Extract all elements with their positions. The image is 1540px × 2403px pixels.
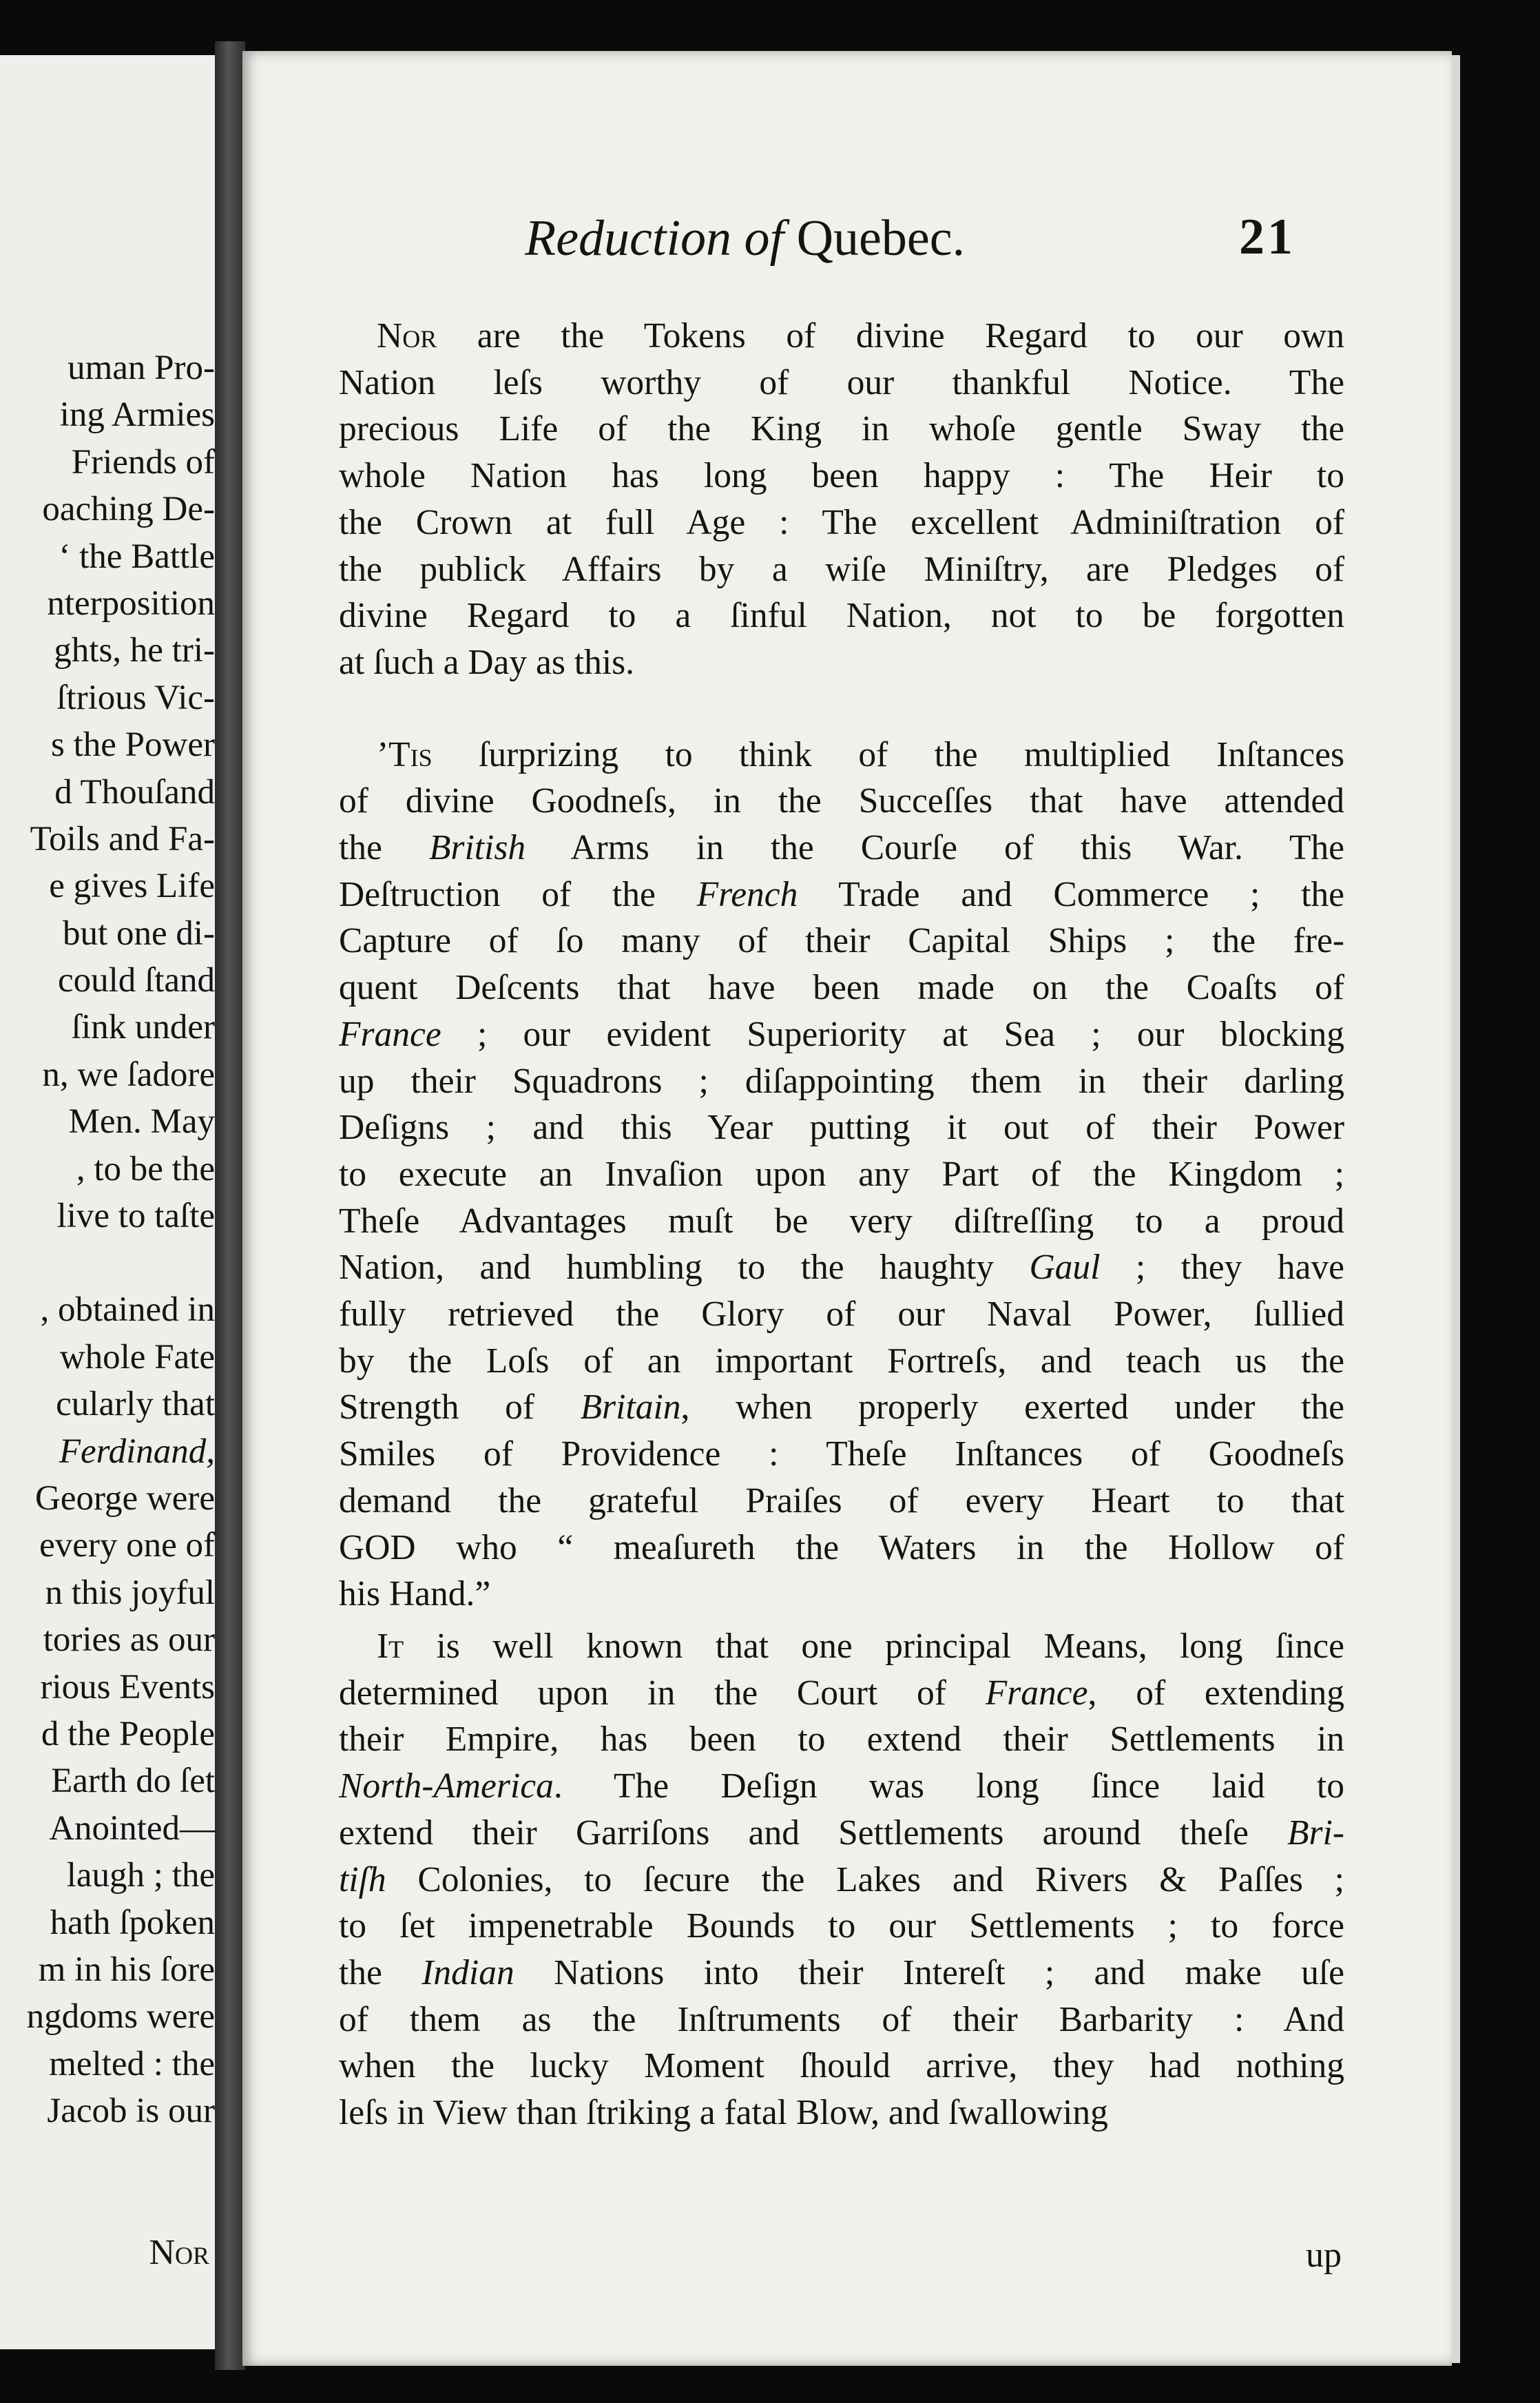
left-line: live to taſte [56,1197,215,1236]
text-line: whole Nation has long been happy : The Heir to [339,456,1344,496]
left-facing-page [0,55,219,2349]
left-line: Ferdinand, [59,1432,215,1471]
text-line: North-America. The Deſign was long ſince laid to [339,1766,1344,1806]
text-line: demand the grateful Praiſes of every Heart to that [339,1481,1344,1520]
left-line: oaching De- [42,490,215,529]
left-page-text [0,344,215,2134]
left-line: Toils and Fa- [30,819,215,858]
left-line: every one of [39,1526,215,1565]
text-line: tiſh Colonies, to ſecure the Lakes and Rivers & Paſſes ; [339,1859,1344,1899]
running-head [525,209,965,268]
left-line: ing Armies [59,395,215,435]
left-line: s the Power [51,725,215,765]
text-line: of them as the Inſtruments of their Barbarity : And [339,1999,1344,2039]
text-line: to execute an Invaſion upon any Part of the Kingdom ; [339,1154,1344,1194]
book-gutter [215,41,245,2370]
left-line: laugh ; the [66,1856,215,1895]
left-catchword: Nor [149,2233,209,2272]
left-line: could ſtand [57,961,215,1000]
paragraph-lead-word: ’Tis [377,734,433,774]
left-line: n this joyful [45,1573,215,1612]
left-line: ‘ the Battle [59,537,215,576]
left-line: rious Events [40,1667,215,1706]
left-line: Earth do ſet [51,1762,215,1801]
text-line: Nation, and humbling to the haughty Gaul ; they have [339,1248,1344,1288]
paragraph [339,313,1344,686]
text-line: Capture of ſo many of their Capital Ships ; the fre- [339,921,1344,961]
text-line: fully retrieved the Glory of our Naval Power, ſullied [339,1295,1344,1334]
left-line: ſink under [71,1008,215,1047]
text-line: of divine Goodneſs, in the Succeſſes that have attended [339,781,1344,821]
text-line: Theſe Advantages muſt be very diſtreſſing to a proud [339,1201,1344,1241]
text-line: Nor are the Tokens of divine Regard to our own [377,316,1344,355]
text-line: his Hand.” [339,1574,491,1614]
left-line: e gives Life [49,867,215,906]
text-line: to ſet impenetrable Bounds to our Settlements ; to force [339,1906,1344,1946]
left-line: ghts, he tri- [54,631,215,670]
left-line: hath ſpoken [50,1903,215,1942]
text-line: ’Tis ſurprizing to think of the multiplied Inſtances [377,734,1344,774]
paragraph [339,732,1344,1618]
text-line: precious Life of the King in whoſe gentle Sway the [339,409,1344,449]
left-line: m in his ſore [38,1950,215,1989]
left-line [0,1239,215,1286]
left-line: whole Fate [59,1337,215,1376]
text-line: the British Arms in the Courſe of this War. The [339,828,1345,868]
left-line: d Thouſand [54,772,215,812]
text-line: extend their Garriſons and Settlements around theſe Bri- [339,1813,1344,1853]
left-line: Friends of [71,442,215,482]
main-page [242,51,1452,2366]
text-line: divine Regard to a ſinful Nation, not to be forgotten [339,596,1344,636]
text-line: when the lucky Moment ſhould arrive, they had nothing [339,2046,1344,2086]
left-line: but one di- [63,914,215,953]
left-line: tories as our [43,1620,215,1660]
left-line: Anointed— [49,1808,215,1848]
paragraph [339,1623,1344,2136]
left-line: ngdoms were [26,1997,215,2036]
text-line: leſs in View than ſtriking a fatal Blow, and ſwallowing [339,2093,1108,2133]
text-line: France ; our evident Superiority at Sea ; our blocking [339,1014,1344,1054]
body-text [339,313,1344,2136]
left-line: cularly that [56,1385,215,1424]
left-line: ſtrious Vic- [56,678,215,717]
text-line: determined upon in the Court of France, of extending [339,1673,1345,1713]
text-line: by the Loſs of an important Fortreſs, and teach us the [339,1341,1344,1381]
running-head-upright: Quebec. [796,210,966,267]
text-line: quent Deſcents that have been made on the Coaſts of [339,968,1344,1008]
left-line: uman Pro- [67,349,215,387]
text-line: their Empire, has been to extend their Settlements in [339,1720,1344,1760]
left-line: n, we ſadore [42,1055,215,1094]
left-line: Jacob is our [47,2092,215,2131]
left-line: nterposition [47,584,215,623]
text-line: GOD who “ meaſureth the Waters in the Hollow of [339,1527,1344,1567]
running-head-italic: Reduction of [525,210,784,267]
text-line: the Crown at full Age : The excellent Adminiſtration of [339,502,1344,542]
text-line: up their Squadrons ; diſappointing them in their darling [339,1061,1344,1101]
text-line: the Indian Nations into their Intereſt ; and make uſe [339,1952,1344,1992]
paragraph-lead-word: Nor [377,316,437,355]
text-line: It is well known that one principal Means, long ſince [377,1626,1344,1666]
left-line: , obtained in [40,1290,215,1330]
left-line: d the People [41,1714,215,1753]
paragraph-lead-word: It [377,1626,404,1666]
text-line: Smiles of Providence : Theſe Inſtances of Goodneſs [339,1434,1344,1474]
text-line: the publick Affairs by a wiſe Miniſtry, are Pledges of [339,549,1344,589]
left-line: Men. May [68,1102,215,1142]
left-line: , to be the [76,1149,215,1188]
text-line: Deſtruction of the French Trade and Commerce ; the [339,874,1345,914]
left-line: melted : the [49,2044,215,2083]
page-number: 21 [1239,209,1296,265]
text-line: at ſuch a Day as this. [339,642,635,682]
text-line: Nation leſs worthy of our thankful Notice. The [339,362,1344,402]
catchword: up [1306,2236,1342,2275]
text-line: Strength of Britain, when properly exerted under the [339,1388,1344,1427]
left-line: George were [34,1478,215,1518]
text-line: Deſigns ; and this Year putting it out of their Power [339,1108,1344,1148]
